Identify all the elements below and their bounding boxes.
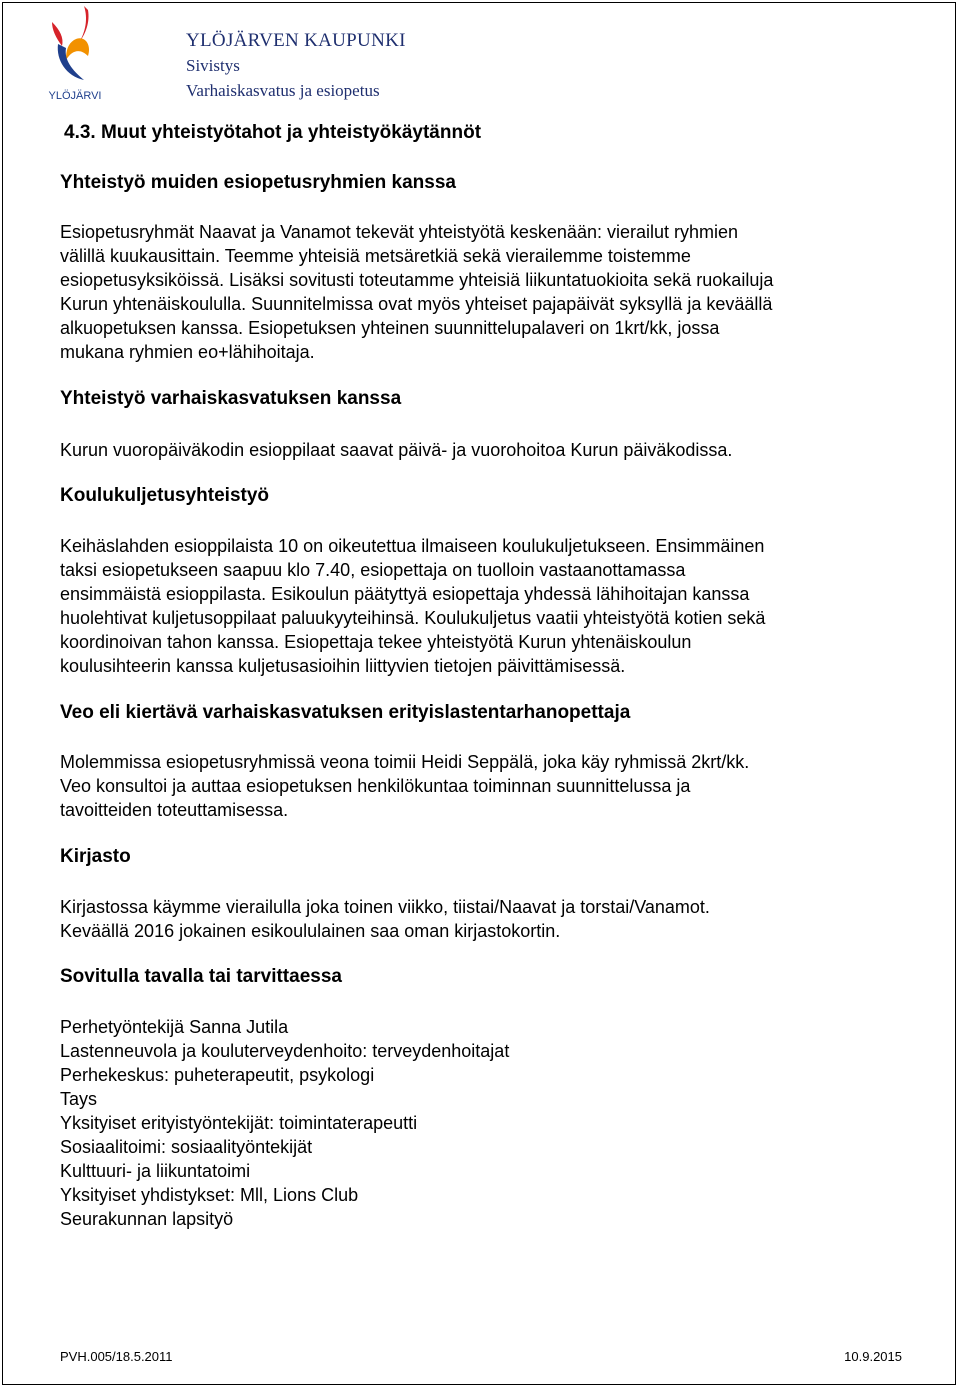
- organization-name: YLÖJÄRVEN KAUPUNKI: [186, 30, 406, 51]
- text-line: tavoitteiden toteuttamisessa.: [60, 800, 289, 820]
- paragraph-kirjasto: [60, 895, 900, 943]
- text-line: taksi esiopetukseen saapuu klo 7.40, esiopettaja on tuolloin vastaanottamassa: [60, 560, 686, 580]
- text-line: Kurun yhtenäiskoululla. Suunnitelmissa ovat myös yhteiset pajapäivät syksyllä ja keväällä: [60, 294, 773, 314]
- text-line: Keväällä 2016 jokainen esikoululainen saa oman kirjastokortin.: [60, 921, 561, 941]
- text-line: Veo konsultoi ja auttaa esiopetuksen henkilökuntaa toiminnan suunnittelussa ja: [60, 776, 691, 796]
- text-line: Keihäslahden esioppilaista 10 on oikeutettua ilmaiseen koulukuljetukseen. Ensimmäinen: [60, 536, 765, 556]
- list-yhteistyotahot: [60, 1015, 900, 1231]
- logo-text: YLÖJÄRVI: [48, 90, 102, 102]
- text-line: koordinoivan tahon kanssa. Esiopettaja tekee yhteistyötä Kurun yhtenäiskoulun: [60, 632, 692, 652]
- list-item: Perhekeskus: puheterapeutit, psykologi: [60, 1065, 375, 1085]
- organization-header: [186, 28, 406, 103]
- footer-document-id: PVH.005/18.5.2011: [60, 1349, 173, 1364]
- section-heading-varhaiskasvatus: Yhteistyö varhaiskasvatuksen kanssa: [60, 388, 402, 409]
- main-heading: 4.3. Muut yhteistyötahot ja yhteistyökäytännöt: [64, 122, 482, 143]
- text-line: Kirjastossa käymme vierailulla joka toinen viikko, tiistai/Naavat ja torstai/Vanamot.: [60, 897, 710, 917]
- text-line: Esiopetusryhmät Naavat ja Vanamot tekevät yhteistyötä keskenään: vierailut ryhmien: [60, 222, 739, 242]
- list-item: Yksityiset yhdistykset: Mll, Lions Club: [60, 1185, 359, 1205]
- list-item: Tays: [60, 1089, 98, 1109]
- section-heading-esiopetusryhmat: Yhteistyö muiden esiopetusryhmien kanssa: [60, 172, 456, 193]
- text-line: huolehtivat kuljetusoppilaat paluukyyteihinsä. Koulukuljetus vaatii yhteistyötä kotien sekä: [60, 608, 766, 628]
- paragraph-koulukuljetus: [60, 534, 900, 678]
- list-item: Seurakunnan lapsityö: [60, 1209, 234, 1229]
- department-name: Sivistys: [186, 56, 240, 75]
- text-line: ensimmäistä esioppilasta. Esikoulun päätyttyä esiopettaja yhdessä lähihoitajan kanssa: [60, 584, 750, 604]
- text-line: koulusihteerin kanssa kuljetusasioihin liittyvien tietojen päivittämisessä.: [60, 656, 626, 676]
- paragraph-esiopetusryhmat: [60, 220, 900, 364]
- list-item: Lastenneuvola ja kouluterveydenhoito: terveydenhoitajat: [60, 1041, 510, 1061]
- text-line: esiopetusyksiköissä. Lisäksi sovitusti toteutamme yhteisiä liikuntatuokioita sekä ruokailuja: [60, 270, 774, 290]
- list-item: Yksityiset erityistyöntekijät: toimintaterapeutti: [60, 1113, 418, 1133]
- unit-name: Varhaiskasvatus ja esiopetus: [186, 81, 380, 100]
- text-line: välillä kuukausittain. Teemme yhteisiä metsäretkiä sekä vierailemme toistemme: [60, 246, 691, 266]
- section-heading-veo: Veo eli kiertävä varhaiskasvatuksen erityislastentarhanopettaja: [60, 702, 631, 723]
- section-heading-koulukuljetus: Koulukuljetusyhteistyö: [60, 485, 270, 506]
- list-item: Sosiaalitoimi: sosiaalityöntekijät: [60, 1137, 313, 1157]
- ylojarvi-logo-icon: [44, 4, 106, 104]
- text-line: mukana ryhmien eo+lähihoitaja.: [60, 342, 315, 362]
- list-item: Kulttuuri- ja liikuntatoimi: [60, 1161, 251, 1181]
- text-line: Kurun vuoropäiväkodin esioppilaat saavat päivä- ja vuorohoitoa Kurun päiväkodissa.: [60, 440, 733, 460]
- section-heading-sovitulla-tavalla: Sovitulla tavalla tai tarvittaessa: [60, 966, 342, 987]
- text-line: alkuopetuksen kanssa. Esiopetuksen yhteinen suunnittelupalaveri on 1krt/kk, jossa: [60, 318, 720, 338]
- text-line: Molemmissa esiopetusryhmissä veona toimii Heidi Seppälä, joka käy ryhmissä 2krt/kk.: [60, 752, 750, 772]
- section-heading-kirjasto: Kirjasto: [60, 846, 131, 867]
- paragraph-varhaiskasvatus: [60, 438, 900, 462]
- paragraph-veo: [60, 750, 900, 822]
- list-item: Perhetyöntekijä Sanna Jutila: [60, 1017, 289, 1037]
- footer-date: 10.9.2015: [844, 1349, 902, 1364]
